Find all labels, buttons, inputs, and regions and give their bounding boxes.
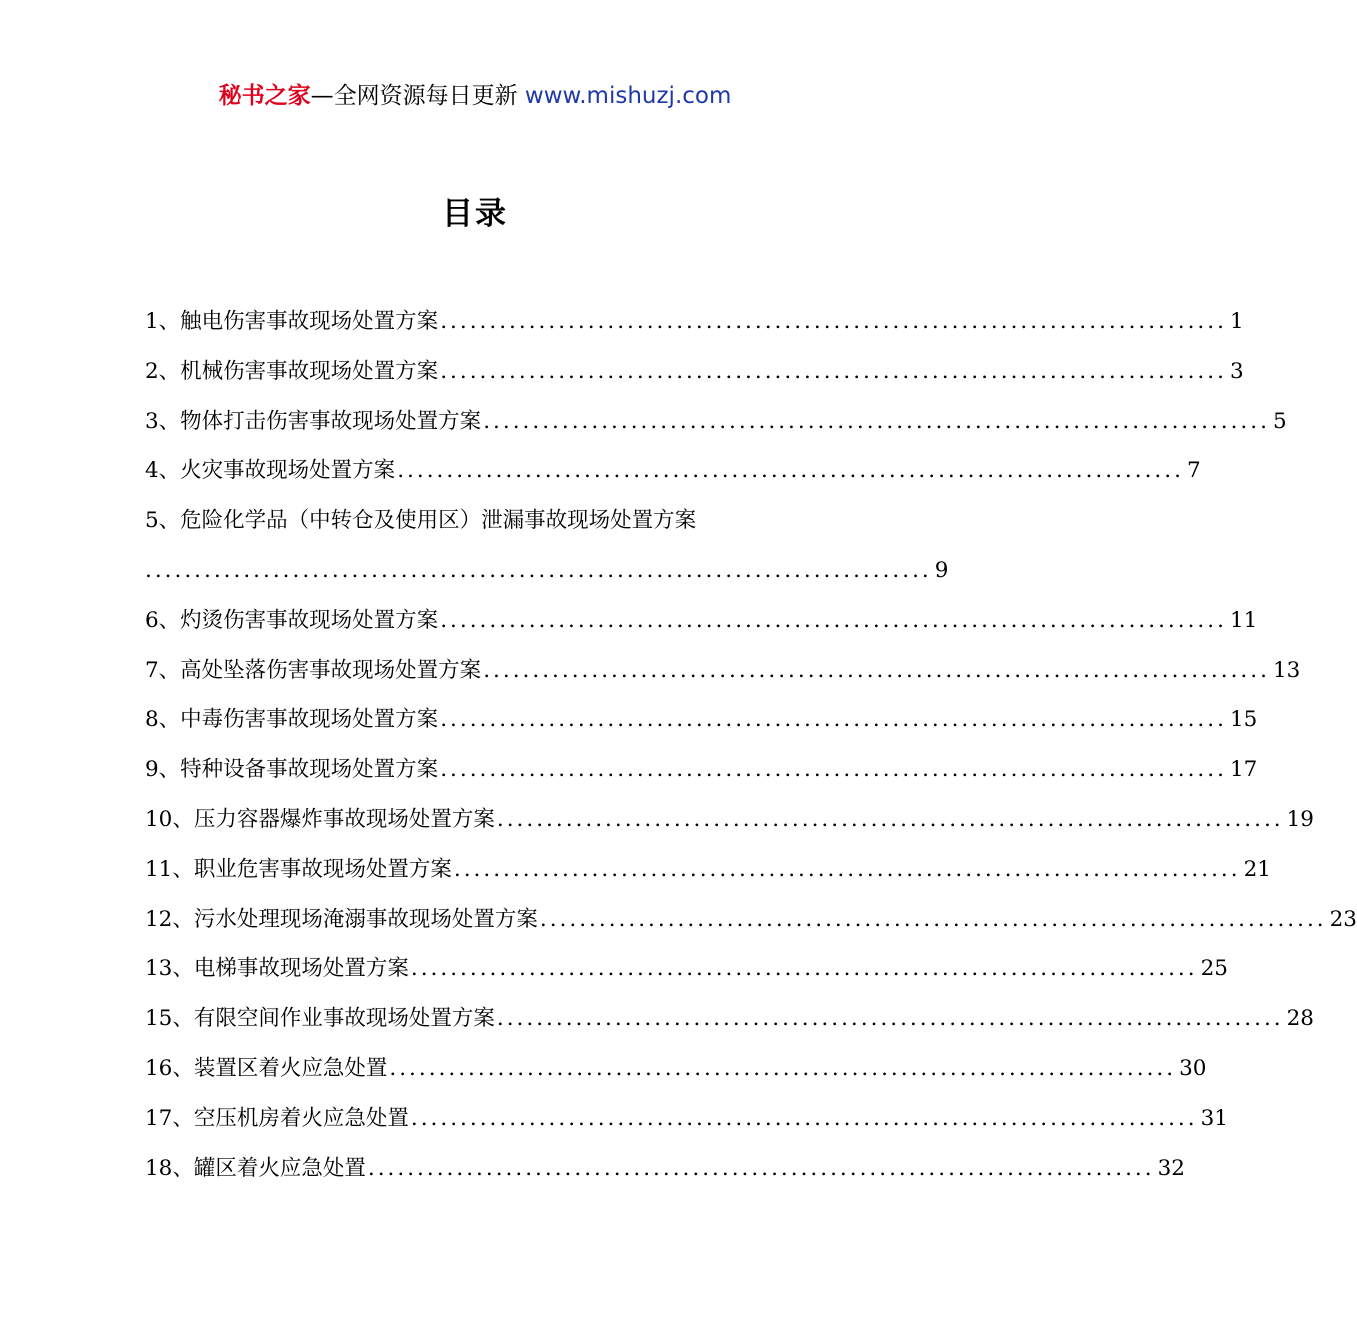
toc-entry-label: 8、中毒伤害事故现场处置方案 [145,707,439,733]
toc-entry-label: 17、空压机房着火应急处置 [145,1105,409,1131]
toc-leader: ................................................................................ [483,408,1270,434]
toc-leader: ................................................................................ [410,956,1198,982]
toc-entry-page: 3 [1229,358,1244,384]
toc-entry[interactable] [145,347,1244,397]
toc-leader: ................................................................................ [410,1105,1198,1131]
header-tagline: —全网资源每日更新 [310,83,518,109]
toc-leader: ................................................................................ [145,557,932,583]
toc-leader: ................................................................................ [389,1055,1177,1081]
toc-entry[interactable] [145,695,1258,745]
toc-entry-page: 9 [934,557,949,583]
toc-leader: ................................................................................ [440,757,1227,783]
toc-entry-label: 4、火灾事故现场处置方案 [145,458,396,484]
toc-leader: ................................................................................ [440,707,1227,733]
toc-entry[interactable] [145,994,1314,1044]
toc-entry-page: 30 [1179,1055,1207,1081]
toc-entry-label: 10、压力容器爆炸事故现场处置方案 [145,806,495,832]
toc-entry-page: 13 [1272,657,1301,683]
toc-entry-label: 18、罐区着火应急处置 [145,1155,366,1181]
toc-entry-label: 11、职业危害事故现场处置方案 [145,856,452,882]
toc-entry-label: 9、特种设备事故现场处置方案 [145,757,439,783]
toc-leader: ................................................................................ [496,1006,1284,1032]
toc-entry-page: 21 [1243,856,1271,882]
toc-entry[interactable] [145,944,1228,994]
toc-entry[interactable] [145,446,1201,496]
toc-entry-page: 11 [1229,607,1258,633]
toc-entry-page: 5 [1272,408,1287,434]
toc-leader: ................................................................................ [440,607,1227,633]
toc-leader: ................................................................................ [483,657,1270,683]
site-header [0,80,950,112]
toc-entry-label: 5、危险化学品（中转仓及使用区）泄漏事故现场处置方案 [145,508,697,534]
toc-entry-wrapped-continuation[interactable] [145,546,949,596]
toc-entry[interactable] [145,845,1271,895]
toc-entry-label: 7、高处坠落伤害事故现场处置方案 [145,657,482,683]
toc-entry-page: 28 [1286,1006,1314,1032]
toc-leader: ................................................................................ [440,309,1227,334]
toc-entry[interactable] [145,1144,1185,1194]
toc-entry[interactable] [145,596,1258,646]
toc-entry-label: 12、污水处理现场淹溺事故现场处置方案 [145,906,538,932]
toc-entry-page: 19 [1286,806,1314,832]
toc-entry-page: 32 [1157,1155,1185,1181]
toc-entry-label: 3、物体打击伤害事故现场处置方案 [145,408,482,434]
toc-entry[interactable] [145,1044,1207,1094]
toc-leader: ................................................................................ [539,906,1327,932]
toc-entry[interactable] [145,646,1301,696]
toc-entry-label: 16、装置区着火应急处置 [145,1055,388,1081]
toc-leader: ................................................................................ [367,1155,1155,1181]
toc-entry[interactable] [145,397,1287,447]
page-title: 目录 [442,196,508,232]
toc-entry-page: 15 [1229,707,1258,733]
site-url[interactable]: www.mishuzj.com [524,83,732,109]
toc-entry[interactable] [145,1094,1228,1144]
toc-entry[interactable] [145,297,1244,347]
toc-leader: ................................................................................ [440,358,1227,384]
toc-entry-label: 13、电梯事故现场处置方案 [145,956,409,982]
toc-leader: ................................................................................ [453,856,1241,882]
toc-entry[interactable] [145,895,1357,945]
table-of-contents [145,297,1357,1193]
toc-entry[interactable] [145,795,1314,845]
toc-entry-page: 23 [1329,906,1357,932]
toc-entry[interactable] [145,745,1258,795]
toc-entry-label: 1、触电伤害事故现场处置方案 [145,309,439,334]
toc-entry-page: 7 [1186,458,1201,484]
brand-name: 秘书之家 [218,83,311,109]
toc-leader: ................................................................................ [397,458,1184,484]
toc-entry-page: 1 [1229,309,1244,334]
toc-entry-page: 17 [1229,757,1258,783]
toc-entry-label: 2、机械伤害事故现场处置方案 [145,358,439,384]
toc-entry-page: 31 [1200,1105,1228,1131]
toc-entry-label: 15、有限空间作业事故现场处置方案 [145,1006,495,1032]
toc-entry-wrapped-label[interactable] [145,496,807,546]
toc-entry-label: 6、灼烫伤害事故现场处置方案 [145,607,439,633]
toc-leader: ................................................................................ [496,806,1284,832]
toc-entry-page: 25 [1200,956,1228,982]
